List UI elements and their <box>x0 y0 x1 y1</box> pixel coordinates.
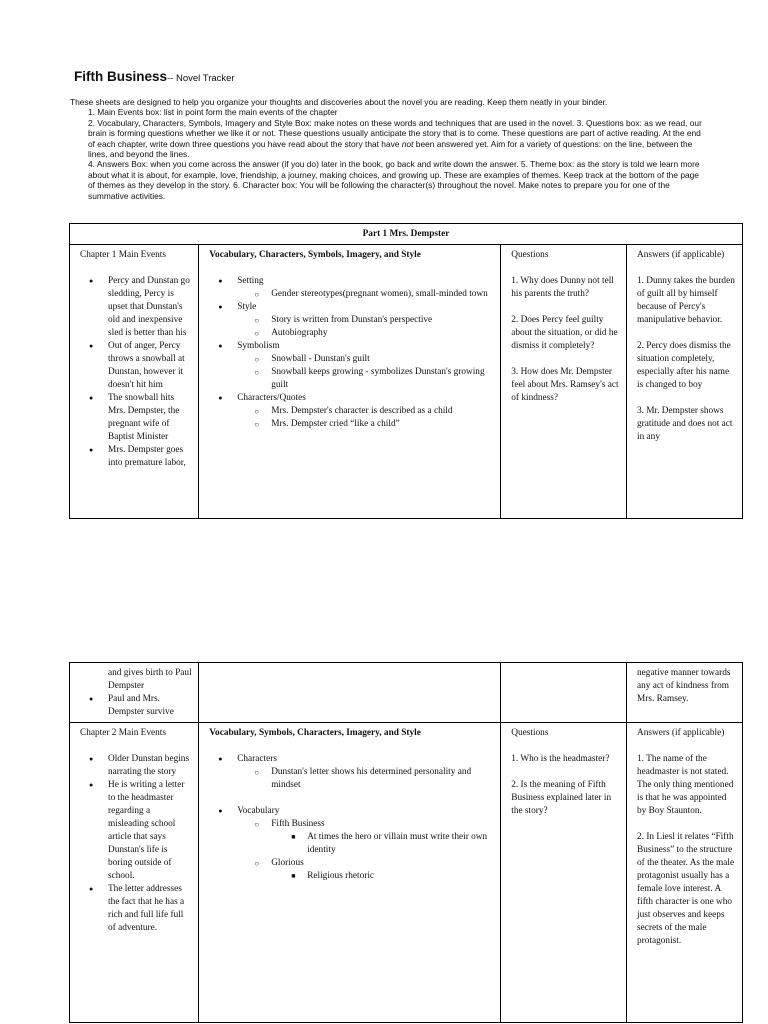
sub-item: ○ Story is written from Dunstan's perspective <box>229 314 494 327</box>
question-item: 2. Does Percy feel guilty about the situation, or did he dismiss it completely? <box>511 315 618 351</box>
questions-cell <box>501 245 627 519</box>
title-text: Fifth Business <box>74 69 168 84</box>
list-item: ● Percy and Dunstan go sledding, Percy is upset that Dunstan's old and inexpensive sled is better than his <box>80 275 192 340</box>
continued-event-text: and gives birth to Paul Dempster <box>108 668 192 691</box>
instruction-emphasis: not <box>401 138 414 149</box>
list-item: ● Mrs. Dempster goes into premature labor, <box>80 444 192 470</box>
question-item: 3. How does Mr. Dempster feel about Mrs. Ramsey's act of kindness? <box>511 367 619 403</box>
events-list <box>80 275 192 470</box>
term-definition: ■ At times the hero or villain must write their own identity <box>271 831 494 857</box>
answer-item: 3. Mr. Dempster shows gratitude and does not act in any <box>636 406 733 442</box>
instruction-main-events: 1. Main Events box: list in point form the main events of the chapter <box>88 107 338 118</box>
sub-item <box>229 818 494 857</box>
term: Fifth Business <box>271 819 325 829</box>
sub-item: ○ Autobiography <box>229 327 494 340</box>
part-heading: Part 1 Mrs. Dempster <box>70 224 743 245</box>
vocab-label: Vocabulary <box>237 806 280 816</box>
answer-item: 1. Dunny takes the burden of guilt all by himself because of Percy's manipulative behavior. <box>636 276 735 325</box>
sub-item <box>229 857 494 883</box>
list-item: ● Paul and Mrs. Dempster survive <box>80 693 192 719</box>
subtitle-text: -- Novel Tracker <box>167 73 235 84</box>
vocab-title: Vocabulary, Characters, Symbols, Imagery, and Style <box>209 250 421 260</box>
list-item <box>209 340 494 392</box>
main-events-cell <box>70 723 199 1023</box>
sub-item: ○ Mrs. Dempster's character is described as a child <box>229 405 494 418</box>
vocab-label: Characters/Quotes <box>237 393 306 403</box>
vocab-cell <box>199 723 501 1023</box>
list-item: ● The letter addresses the fact that he has a rich and full life full of adventure. <box>80 883 192 935</box>
events-title: Chapter 2 Main Events <box>80 728 166 738</box>
table-header-row <box>70 224 743 245</box>
vocab-label: Characters <box>237 754 277 764</box>
question-item: 1. Who is the headmaster? <box>511 754 610 764</box>
instruction-text: been answered yet. Aim for a variety of questions: on the line, between the lines, and beyond the lines. <box>88 138 693 160</box>
list-item: ● Out of anger, Percy throws a snowball at Dunstan, however it doesn't hit him <box>80 340 192 392</box>
list-item <box>209 392 494 431</box>
questions-title: Questions <box>511 728 549 738</box>
answer-item: 2. Percy does dismiss the situation completely, especially after his name is changed to boy <box>636 341 731 390</box>
tracker-table-part2 <box>69 662 743 1023</box>
answer-item: 1. The name of the headmaster is not stated. The only thing mentioned is that he was appointed by Boy Staunton. <box>637 754 734 816</box>
list-item: ● The snowball hits Mrs. Dempster, the pregnant wife of Baptist Minister <box>80 392 192 444</box>
answer-item: 2. In Liesl it relates “Fifth Business” to the structure of the theater. As the male protagonist usually has a female love interest. A fifth character is one who just observes and keeps secrets of the male protagonist. <box>637 832 735 946</box>
document-title <box>74 69 235 84</box>
list-item: ● He is writing a letter to the headmaster regarding a misleading school article that says Dunstan's life is boring outside of school. <box>80 779 192 883</box>
vocab-label: Style <box>237 302 257 312</box>
continued-answer-cell <box>627 663 743 723</box>
sub-item: ○ Gender stereotypes(pregnant women), small-minded town <box>229 288 494 301</box>
answers-title: Answers (if applicable) <box>637 728 725 738</box>
list-item: ● Older Dunstan begins narrating the story <box>80 753 192 779</box>
events-list <box>80 753 192 935</box>
vocab-list <box>209 275 494 431</box>
vocab-label: Symbolism <box>237 341 280 351</box>
main-events-cell <box>70 245 199 519</box>
table-row <box>70 663 743 723</box>
instruction-vocab-questions <box>70 118 702 160</box>
intro-paragraph: These sheets are designed to help you organize your thoughts and discoveries about the novel you are reading. Keep them neatly in your binder. <box>70 97 608 107</box>
list-item <box>209 301 494 340</box>
term-definition: ■ Religious rhetoric <box>271 870 494 883</box>
questions-title: Questions <box>511 250 549 260</box>
list-item <box>209 805 494 883</box>
table-row <box>70 245 743 519</box>
empty-cell <box>501 663 627 723</box>
answers-cell <box>626 245 742 519</box>
table-row <box>70 723 743 1023</box>
sub-item: ○ Snowball keeps growing - symbolizes Dunstan's growing guilt <box>229 366 494 392</box>
question-item: 2. Is the meaning of Fifth Business explained later in the story? <box>511 780 612 816</box>
sub-item: ○ Mrs. Dempster cried “like a child” <box>229 418 494 431</box>
question-item: 1. Why does Dunny not tell his parents the truth? <box>511 276 614 299</box>
term: Glorious <box>271 858 304 868</box>
vocab-title: Vocabulary, Symbols, Characters, Imagery, and Style <box>209 728 421 738</box>
tracker-table-part1 <box>69 223 743 519</box>
continued-answer-text: negative manner towards any act of kindness from Mrs. Ramsey. <box>637 668 731 704</box>
vocab-cell <box>199 245 501 519</box>
vocab-list <box>209 753 494 792</box>
instruction-answers-theme-character: 4. Answers Box: when you come across the answer (if you do) later in the book, go back and write down the answer. 5. Theme box: as the story is told we learn more about what it is about, for example, love, friendship, a journey, making choices, and growing up. These are examples of themes. Keep track at the bottom of the page of themes as they develop in the story. 6. Character box: You will be following the character(s) throughout the novel. Make notes to prepare you for one of the summative activities. <box>88 159 700 201</box>
instructions <box>70 97 702 201</box>
events-title: Chapter 1 Main Events <box>80 250 166 260</box>
sub-item: ○ Dunstan's letter shows his determined personality and mindset <box>229 766 494 792</box>
vocab-label: Setting <box>237 276 264 286</box>
list-item <box>209 753 494 792</box>
questions-cell <box>501 723 627 1023</box>
empty-cell <box>199 663 501 723</box>
instruction-text: 2. Vocabulary, Characters, Symbols, Imagery and Style Box: make notes on these words and techniques that are used in the novel. 3. Questions box: as we read, our brain is forming questions whether we like it or not. These questions usually anticipate the story that is to come. These questions are part of active reading. At the end of each chapter, write down three questions you have read about the story that have <box>88 117 702 149</box>
answers-title: Answers (if applicable) <box>636 250 725 260</box>
continued-events-cell <box>70 663 199 723</box>
list-item <box>209 275 494 301</box>
answers-cell <box>627 723 743 1023</box>
sub-item: ○ Snowball - Dunstan's guilt <box>229 353 494 366</box>
